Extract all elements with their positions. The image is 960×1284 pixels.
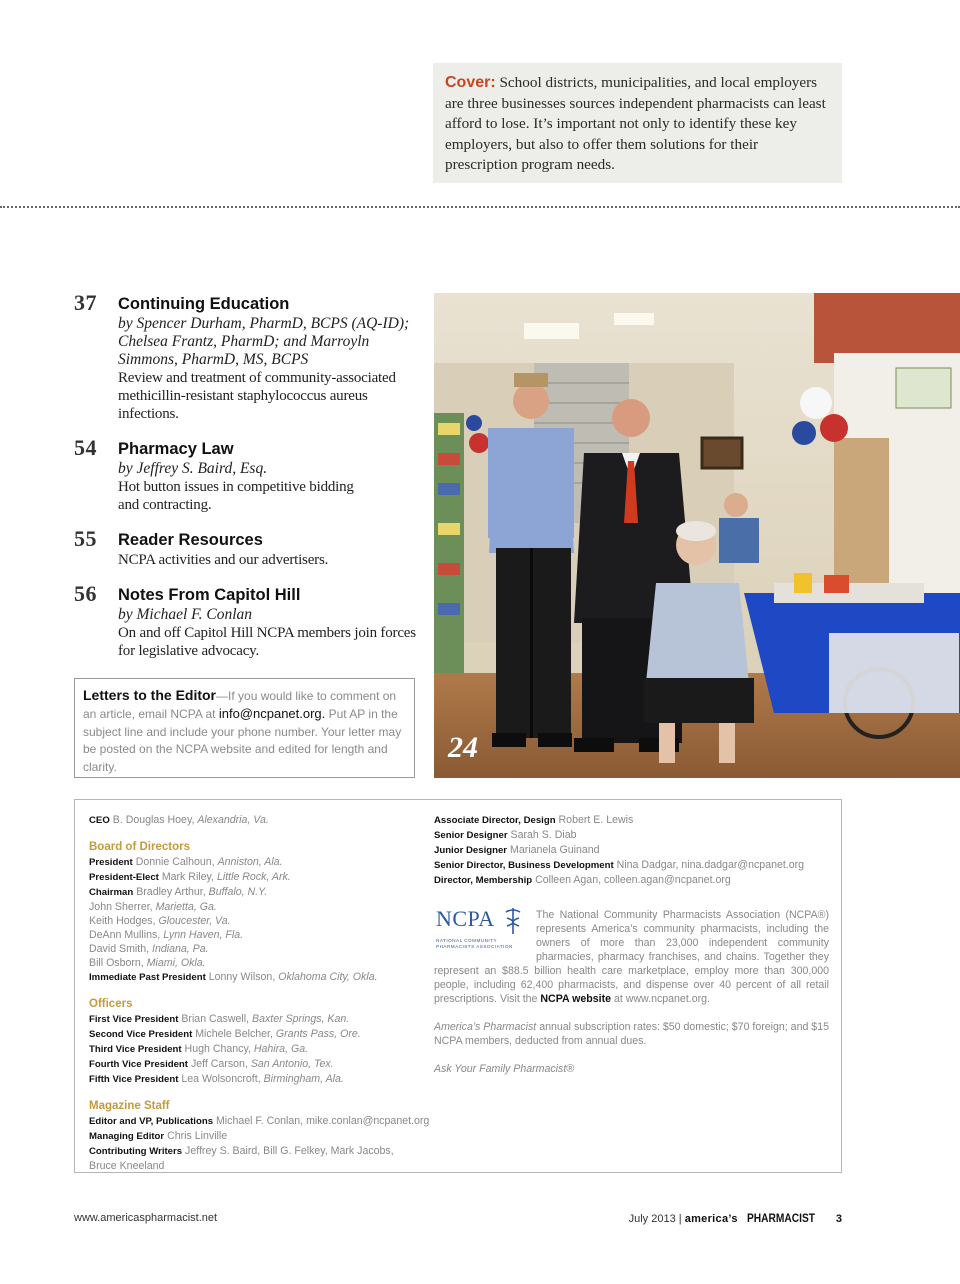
officers-heading: Officers <box>89 998 133 1010</box>
table-of-contents <box>74 290 419 672</box>
cover-label: Cover: <box>445 74 496 91</box>
toc-description: Review and treatment of community-associated methicillin-resistant staphylococcus aureus infections. <box>118 370 396 422</box>
board-member: John Sherrer, Marietta, Ga. <box>89 901 217 913</box>
feature-photo[interactable] <box>434 293 960 778</box>
board-heading: Board of Directors <box>89 841 190 853</box>
toc-description: Hot button issues in competitive bidding and contracting. <box>118 479 354 513</box>
board-member: DeAnn Mullins, Lynn Haven, Fla. <box>89 929 244 941</box>
toc-byline: by Spencer Durham, PharmD, BCPS (AQ-ID); Chelsea Frantz, PharmD; and Marroyln Simmons, PharmD, MS, BCPS <box>118 315 410 368</box>
footer-folio: July 2013 | america’s PHARMACIST 3 <box>628 1211 842 1225</box>
letters-email-link[interactable]: info@ncpanet.org. <box>218 706 326 722</box>
board-member: Chairman Bradley Arthur, Buffalo, N.Y. <box>89 886 268 898</box>
masthead-left-column <box>89 813 429 1173</box>
officer: Fourth Vice President Jeff Carson, San Antonio, Tex. <box>89 1058 334 1070</box>
toc-byline: by Jeffrey S. Baird, Esq. <box>118 460 268 477</box>
subscription-rates: America’s Pharmacist annual subscription rates: $50 domestic; $70 foreign; and $15 NCPA members, deducted from annual dues. <box>434 1021 829 1047</box>
board-member: Keith Hodges, Gloucester, Va. <box>89 915 231 927</box>
letters-title: Letters to the Editor <box>83 687 217 703</box>
officer: First Vice President Brian Caswell, Baxter Springs, Kan. <box>89 1013 350 1025</box>
design-staff: Senior Designer Sarah S. Diab <box>434 829 577 841</box>
masthead-right-column <box>434 813 829 1076</box>
caduceus-icon <box>498 906 528 936</box>
cover-caption <box>433 63 842 183</box>
toc-entry-continuing-education[interactable] <box>74 290 419 423</box>
toc-byline: by Michael F. Conlan <box>118 606 253 623</box>
toc-title: Notes From Capitol Hill <box>118 586 301 604</box>
toc-title: Pharmacy Law <box>118 440 234 458</box>
design-staff: Associate Director, Design Robert E. Lewis <box>434 814 634 826</box>
section-divider <box>0 206 960 208</box>
officer: Fifth Vice President Lea Wolsoncroft, Birmingham, Ala. <box>89 1073 344 1085</box>
photo-page-number: 24 <box>448 731 478 764</box>
toc-page-number: 54 <box>74 435 97 460</box>
footer-url[interactable]: www.americaspharmacist.net <box>74 1212 218 1224</box>
staff-heading: Magazine Staff <box>89 1100 170 1112</box>
page-number: 3 <box>835 1213 842 1225</box>
design-staff: Director, Membership Colleen Agan, colleen.agan@ncpanet.org <box>434 874 731 886</box>
toc-page-number: 56 <box>74 581 97 606</box>
pharmacy-scene-illustration <box>434 293 960 778</box>
toc-entry-reader-resources[interactable] <box>74 526 419 569</box>
board-member: Bill Osborn, Miami, Okla. <box>89 957 206 969</box>
toc-page-number: 55 <box>74 526 97 551</box>
ceo-line: CEO B. Douglas Hoey, Alexandria, Va. <box>89 814 269 826</box>
board-member: Immediate Past President Lonny Wilson, Oklahoma City, Okla. <box>89 971 378 983</box>
staff-member: Editor and VP, Publications Michael F. Conlan, mike.conlan@ncpanet.org <box>89 1115 430 1127</box>
cover-text: School districts, municipalities, and local employers are three businesses sources independent pharmacists can least afford to lose. It’s important not only to identify these key employers, but also to offer them solutions for their prescription program needs. <box>445 74 826 173</box>
staff-member: Managing Editor Chris Linville <box>89 1130 228 1142</box>
tagline: Ask Your Family Pharmacist® <box>434 1063 575 1075</box>
toc-entry-notes-from-capitol-hill[interactable] <box>74 581 419 660</box>
design-staff: Junior Designer Marianela Guinand <box>434 844 600 856</box>
toc-description: On and off Capitol Hill NCPA members join forces for legislative advocacy. <box>118 625 416 659</box>
staff-member: Bruce Kneeland <box>89 1160 165 1172</box>
letters-text-continued: Put AP in the subject line and include your phone number. Your letter may be posted on the NCPA website and edited for length and clarity. <box>83 707 402 774</box>
toc-page-number: 37 <box>74 290 97 315</box>
board-member: President Donnie Calhoun, Anniston, Ala. <box>89 856 283 868</box>
masthead-box <box>74 799 842 1173</box>
board-member: President-Elect Mark Riley, Little Rock, Ark. <box>89 871 291 883</box>
officer: Second Vice President Michele Belcher, Grants Pass, Ore. <box>89 1028 361 1040</box>
toc-title: Reader Resources <box>118 531 263 549</box>
brand-name-large: PHARMACIST <box>746 1211 815 1225</box>
ncpa-website-link[interactable]: NCPA website <box>540 993 612 1005</box>
staff-member: Contributing Writers Jeffrey S. Baird, Bill G. Felkey, Mark Jacobs, <box>89 1145 394 1157</box>
design-staff: Senior Director, Business Development Nina Dadgar, nina.dadgar@ncpanet.org <box>434 859 805 871</box>
board-member: David Smith, Indiana, Pa. <box>89 943 209 955</box>
officer: Third Vice President Hugh Chancy, Hahira, Ga. <box>89 1043 309 1055</box>
toc-title: Continuing Education <box>118 295 290 313</box>
letters-text: —If you would like to comment on an article, email NCPA at <box>83 689 397 722</box>
ncpa-logo: NCPA NATIONAL COMMUNITY PHARMACISTS ASSOCIATION <box>434 910 530 954</box>
letters-to-editor-box <box>74 678 415 778</box>
ncpa-about <box>434 908 829 1006</box>
toc-entry-pharmacy-law[interactable] <box>74 435 419 514</box>
toc-description: NCPA activities and our advertisers. <box>118 552 329 568</box>
issue-date: July 2013 <box>628 1213 676 1225</box>
brand-name: america’s <box>684 1213 738 1225</box>
ncpa-description: The National Community Pharmacists Association (NCPA®) represents America’s community pharmacists, including the owners of more than 23,000 independent community pharmacies, pharmacy franchises, and chains. Together they represent an $88.5 billion health care marketplace, employ more than 300,000 people, including 62,400 pharmacists, and dispense over 40 percent of all retail prescriptions. Visit the NCPA website at www.ncpanet.org. <box>434 909 829 1005</box>
